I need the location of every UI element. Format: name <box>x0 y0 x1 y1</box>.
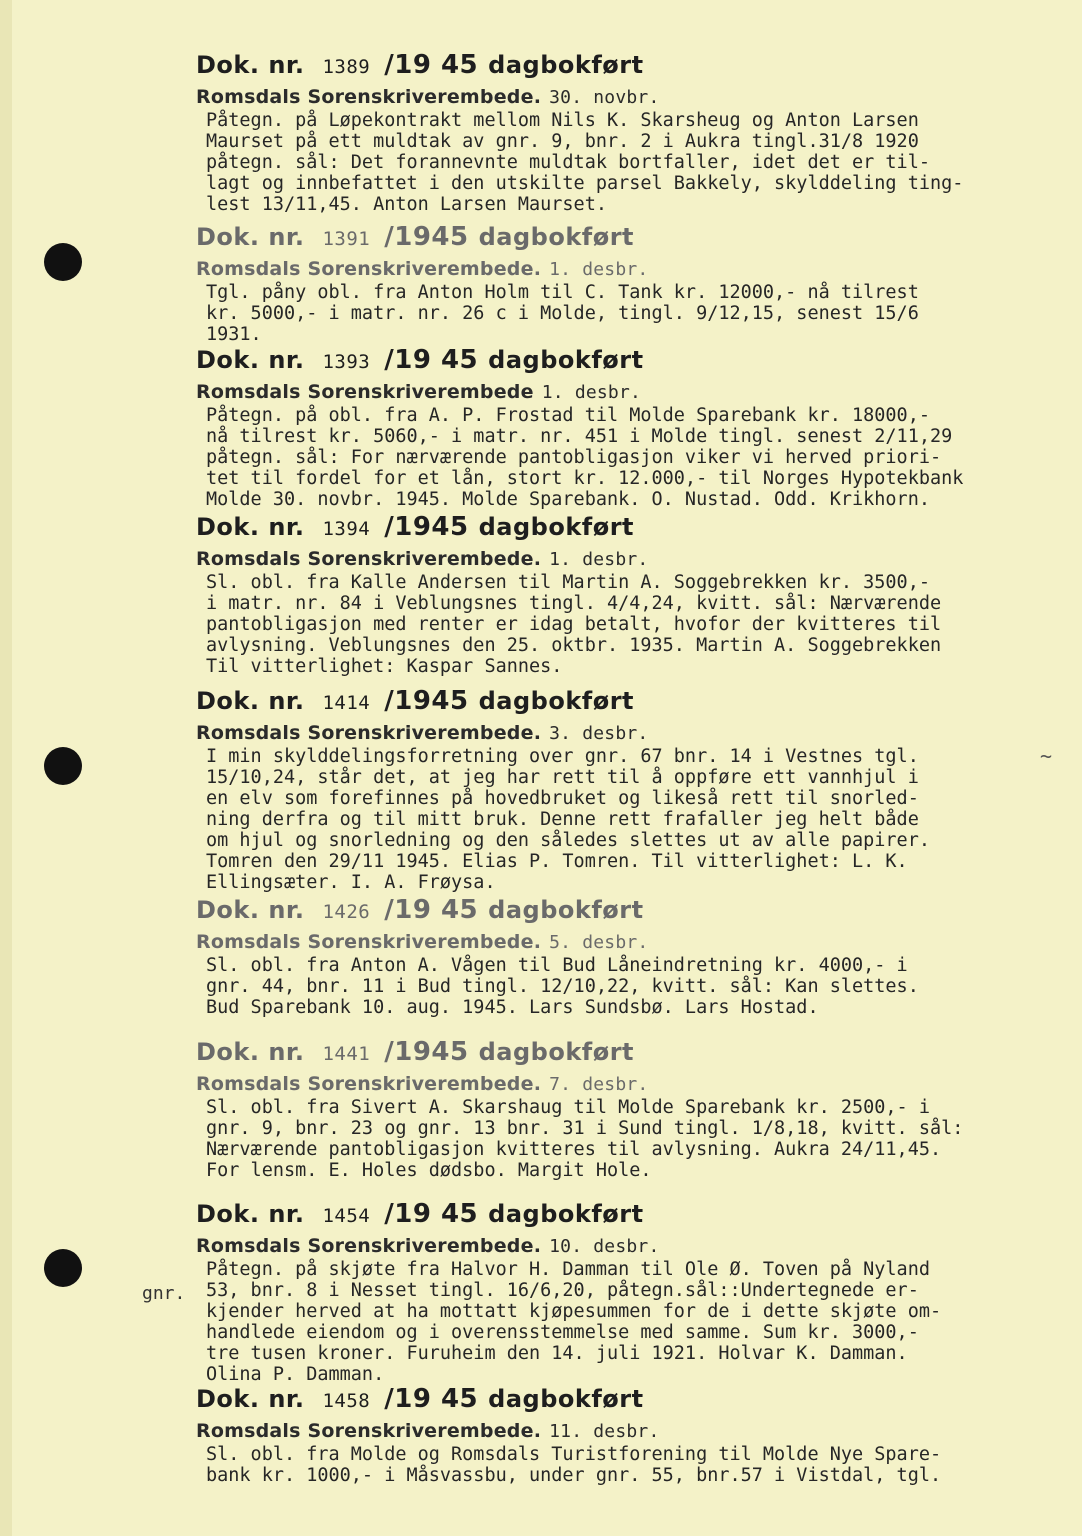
entry-text-line: Molde 30. novbr. 1945. Molde Sparebank. O. Nustad. Odd. Krikhorn. <box>206 489 930 510</box>
dok-year: /1945 <box>384 686 469 716</box>
entry-text-line: påtegn. sål: Det forannevnte muldtak bortfaller, idet det er til- <box>206 152 930 173</box>
office-name: Romsdals Sorenskriverembede. <box>196 86 542 108</box>
entry-text-line: tet til fordel for et lån, stort kr. 12.000,- til Norges Hypotekbank <box>206 468 964 489</box>
dok-label: Dok. nr. <box>196 1385 305 1413</box>
dok-label: Dok. nr. <box>196 513 305 541</box>
dok-stamp <box>196 50 644 82</box>
dok-status: dagbokført <box>478 1038 635 1066</box>
entry-date: 1. desbr. <box>541 382 642 403</box>
dok-label: Dok. nr. <box>196 687 305 715</box>
entry-text-line: Bud Sparebank 10. aug. 1945. Lars Sundsbø. Lars Hostad. <box>206 997 819 1018</box>
dok-year: /19 45 <box>384 345 479 375</box>
dok-stamp <box>196 345 644 377</box>
entry-date: 10. desbr. <box>549 1236 660 1257</box>
dok-stamp <box>196 1037 634 1069</box>
office-name: Romsdals Sorenskriverembede. <box>196 1073 542 1095</box>
dok-label: Dok. nr. <box>196 1038 305 1066</box>
dok-number: 1454 <box>322 1205 371 1227</box>
office-stamp <box>196 381 641 403</box>
entry-text-line: i matr. nr. 84 i Veblungsnes tingl. 4/4,24, kvitt. sål: Nærværende <box>206 593 942 614</box>
dok-label: Dok. nr. <box>196 346 305 374</box>
entry-text-line: om hjul og snorledning og den således slettes ut av alle papirer. <box>206 830 930 851</box>
office-stamp <box>196 258 648 280</box>
dok-number: 1391 <box>322 228 371 250</box>
office-stamp <box>196 1073 648 1095</box>
office-stamp <box>196 722 648 744</box>
entry-text-line: ning derfra og til mitt bruk. Denne rett frafaller jeg helt både <box>206 809 919 830</box>
entry-text-line: 15/10,24, står det, at jeg har rett til å oppføre ett vannhjul i <box>206 767 919 788</box>
dok-number: 1389 <box>322 56 371 78</box>
entry-text-line: Ellingsæter. I. A. Frøysa. <box>206 872 496 893</box>
dok-number: 1393 <box>322 351 371 373</box>
dok-number: 1414 <box>322 692 371 714</box>
entry-text-line: bank kr. 1000,- i Måsvassbu, under gnr. 55, bnr.57 i Vistdal, tgl. <box>206 1465 942 1486</box>
dok-stamp <box>196 895 644 927</box>
dok-year: /1945 <box>384 222 469 252</box>
office-stamp <box>196 86 660 108</box>
entry-text-line: Nærværende pantobligasjon kvitteres til avlysning. Aukra 24/11,45. <box>206 1139 942 1160</box>
entry-text-line: Til vitterlighet: Kaspar Sannes. <box>206 656 563 677</box>
entry-date: 1. desbr. <box>549 259 649 280</box>
entry-text-line: gnr. 44, bnr. 11 i Bud tingl. 12/10,22, kvitt. sål: Kan slettes. <box>206 976 919 997</box>
dok-number: 1458 <box>322 1390 371 1412</box>
entry-text-line: nå tilrest kr. 5060,- i matr. nr. 451 i Molde tingl. senest 2/11,29 <box>206 426 953 447</box>
entry-text-line: Sl. obl. fra Sivert A. Skarshaug til Molde Sparebank kr. 2500,- i <box>206 1097 930 1118</box>
entry-date: 3. desbr. <box>549 723 649 744</box>
entry-text-line: Påtegn. på obl. fra A. P. Frostad til Molde Sparebank kr. 18000,- <box>206 405 930 426</box>
entry-text-line: For lensm. E. Holes dødsbo. Margit Hole. <box>206 1160 652 1181</box>
entry-text-line: Påtegn. på skjøte fra Halvor H. Damman til Ole Ø. Toven på Nyland <box>206 1259 930 1280</box>
dok-status: dagbokført <box>488 51 644 79</box>
office-name: Romsdals Sorenskriverembede. <box>196 722 542 744</box>
dok-label: Dok. nr. <box>196 223 305 251</box>
entry-text-line: Tomren den 29/11 1945. Elias P. Tomren. Til vitterlighet: L. K. <box>206 851 908 872</box>
dok-year: /19 45 <box>384 1384 479 1414</box>
dok-stamp <box>196 1199 644 1231</box>
office-name: Romsdals Sorenskriverembede. <box>196 258 542 280</box>
entry-text-line: Sl. obl. fra Anton A. Vågen til Bud Låneindretning kr. 4000,- i <box>206 955 908 976</box>
dok-year: /1945 <box>384 1037 469 1067</box>
entry-text-line: lagt og innbefattet i den utskilte parsel Bakkely, skylddeling ting- <box>206 173 964 194</box>
entry-text-line: tre tusen kroner. Furuheim den 14. juli 1921. Holvar K. Damman. <box>206 1343 908 1364</box>
entry-text-line: Påtegn. på Løpekontrakt mellom Nils K. Skarsheug og Anton Larsen <box>206 110 919 131</box>
dok-status: dagbokført <box>488 1200 644 1228</box>
entry-date: 7. desbr. <box>549 1074 649 1095</box>
entry-text-line: påtegn. sål: For nærværende pantobligasjon viker vi herved priori- <box>206 447 942 468</box>
dok-stamp <box>196 686 634 718</box>
entry-text-line: lest 13/11,45. Anton Larsen Maurset. <box>206 194 607 215</box>
office-name: Romsdals Sorenskriverembede. <box>196 931 542 953</box>
dok-number: 1394 <box>322 518 371 540</box>
binder-hole <box>44 747 82 785</box>
office-name: Romsdals Sorenskriverembede. <box>196 1235 542 1257</box>
dok-stamp <box>196 1384 644 1416</box>
dok-year: /19 45 <box>384 1199 479 1229</box>
entry-date: 11. desbr. <box>549 1421 660 1442</box>
office-name: Romsdals Sorenskriverembede <box>196 381 534 403</box>
entry-text-line: I min skylddelingsforretning over gnr. 67 bnr. 14 i Vestnes tgl. <box>206 746 919 767</box>
office-name: Romsdals Sorenskriverembede. <box>196 1420 542 1442</box>
entry-text-line: Maurset på ett muldtak av gnr. 9, bnr. 2 i Aukra tingl.31/8 1920 <box>206 131 919 152</box>
entry-text-line: en elv som forefinnes på hovedbruket og likeså rett til snorled- <box>206 788 919 809</box>
entry-text-line: handlede eiendom og i overensstemmelse med samme. Sum kr. 3000,- <box>206 1322 919 1343</box>
entry-date: 1. desbr. <box>549 549 649 570</box>
dok-status: dagbokført <box>488 346 644 374</box>
dok-number: 1441 <box>322 1043 371 1065</box>
dok-status: dagbokført <box>488 1385 644 1413</box>
entry-text-line: Tgl. påny obl. fra Anton Holm til C. Tank kr. 12000,- nå tilrest <box>206 282 919 303</box>
office-stamp <box>196 548 648 570</box>
dok-year: /19 45 <box>384 50 479 80</box>
margin-note: gnr. <box>142 1283 186 1304</box>
entry-text-line: gnr. 9, bnr. 23 og gnr. 13 bnr. 31 i Sund tingl. 1/8,18, kvitt. sål: <box>206 1118 964 1139</box>
dok-status: dagbokført <box>478 687 635 715</box>
entry-text-line: kr. 5000,- i matr. nr. 26 c i Molde, tingl. 9/12,15, senest 15/6 <box>206 303 919 324</box>
dok-label: Dok. nr. <box>196 896 305 924</box>
binder-hole <box>44 1249 82 1287</box>
dok-status: dagbokført <box>478 223 635 251</box>
office-stamp <box>196 931 648 953</box>
entry-text-line: 53, bnr. 8 i Nesset tingl. 16/6,20, påtegn.sål::Undertegnede er- <box>206 1280 919 1301</box>
entry-text-line: Sl. obl. fra Molde og Romsdals Turistforening til Molde Nye Spare- <box>206 1444 942 1465</box>
binder-hole <box>44 243 82 281</box>
dok-year: /19 45 <box>384 895 479 925</box>
dok-status: dagbokført <box>488 896 644 924</box>
margin-mark: ~ <box>1040 744 1053 768</box>
entry-text-line: kjender herved at ha mottatt kjøpesummen for de i dette skjøte om- <box>206 1301 942 1322</box>
entry-text-line: avlysning. Veblungsnes den 25. oktbr. 1935. Martin A. Soggebrekken <box>206 635 942 656</box>
dok-stamp <box>196 222 634 254</box>
entry-text-line: 1931. <box>206 324 262 345</box>
entry-text-line: Sl. obl. fra Kalle Andersen til Martin A. Soggebrekken kr. 3500,- <box>206 572 930 593</box>
dok-number: 1426 <box>322 901 371 923</box>
page-edge <box>0 0 12 1536</box>
entry-text-line: Olina P. Damman. <box>206 1364 385 1385</box>
entry-date: 30. novbr. <box>549 87 660 108</box>
dok-stamp <box>196 512 634 544</box>
office-name: Romsdals Sorenskriverembede. <box>196 548 542 570</box>
dok-label: Dok. nr. <box>196 1200 305 1228</box>
office-stamp <box>196 1420 660 1442</box>
entry-date: 5. desbr. <box>549 932 649 953</box>
dok-label: Dok. nr. <box>196 51 305 79</box>
entry-text-line: pantobligasjon med renter er idag betalt, hvofor der kvitteres til <box>206 614 942 635</box>
dok-year: /1945 <box>384 512 469 542</box>
dok-status: dagbokført <box>478 513 635 541</box>
office-stamp <box>196 1235 660 1257</box>
